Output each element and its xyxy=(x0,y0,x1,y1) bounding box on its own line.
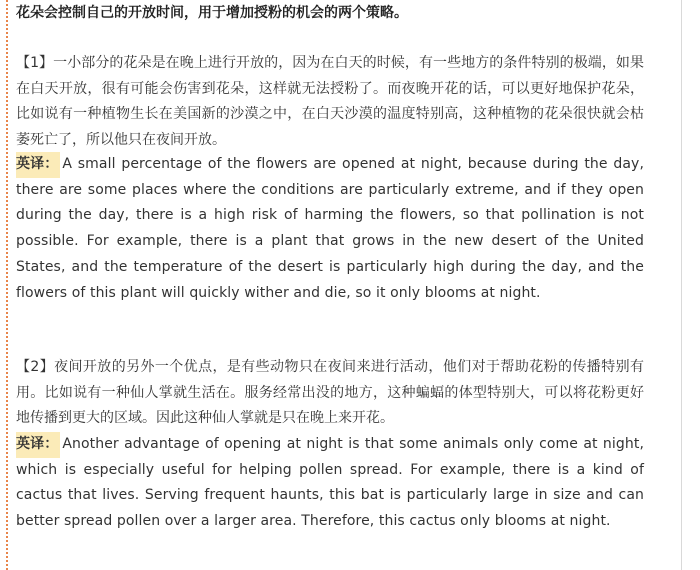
article-title: 花朵会控制自己的开放时间，用于增加授粉的机会的两个策略。 xyxy=(16,5,408,21)
english-translation-tag: 英译： xyxy=(16,152,60,178)
left-dotted-divider xyxy=(6,0,8,570)
right-border-line xyxy=(681,0,682,570)
paragraph-1-translation xyxy=(16,152,644,306)
paragraph-1-chinese: 【1】一小部分的花朵是在晚上进行开放的，因为在白天的时候，有一些地方的条件特别的极端，如果在白天开放，很有可能会伤害到花朵，这样就无法授粉了。而夜晚开花的话，可以更好地保护花朵，比如说有一种植物生长在美国新的沙漠之中，在白天沙漠的温度特别高，这种植物的花朵很快就会枯萎死亡了，所以他只在夜间开放。 xyxy=(16,55,644,149)
paragraph-1-english: A small percentage of the flowers are opened at night, because during the day, there are some places where the conditions are particularly extreme, and if they open during the day, there is a high risk of harming the flowers, so that pollination is not possible. For example, there is a plant that grows in the new desert of the United States, and the temperature of the desert is particularly high during the day, and the flowers of this plant will quickly wither and die, so it only blooms at night. xyxy=(16,156,644,301)
english-translation-tag: 英译： xyxy=(16,432,60,458)
paragraph-2-english: Another advantage of opening at night is that some animals only come at night, which is especially useful for helping pollen spread. For example, there is a kind of cactus that lives. Serving frequent haunts, this bat is particularly large in size and can better spread pollen over a larger area. Therefore, this cactus only blooms at night. xyxy=(16,436,644,530)
paragraph-2-translation xyxy=(16,432,644,535)
paragraph-2-chinese: 【2】夜间开放的另外一个优点，是有些动物只在夜间来进行活动，他们对于帮助花粉的传播特别有用。比如说有一种仙人掌就生活在。服务经常出没的地方，这种蝙蝠的体型特别大，可以将花粉更好地传播到更大的区域。因此这种仙人掌就是只在晚上来开花。 xyxy=(16,359,644,427)
